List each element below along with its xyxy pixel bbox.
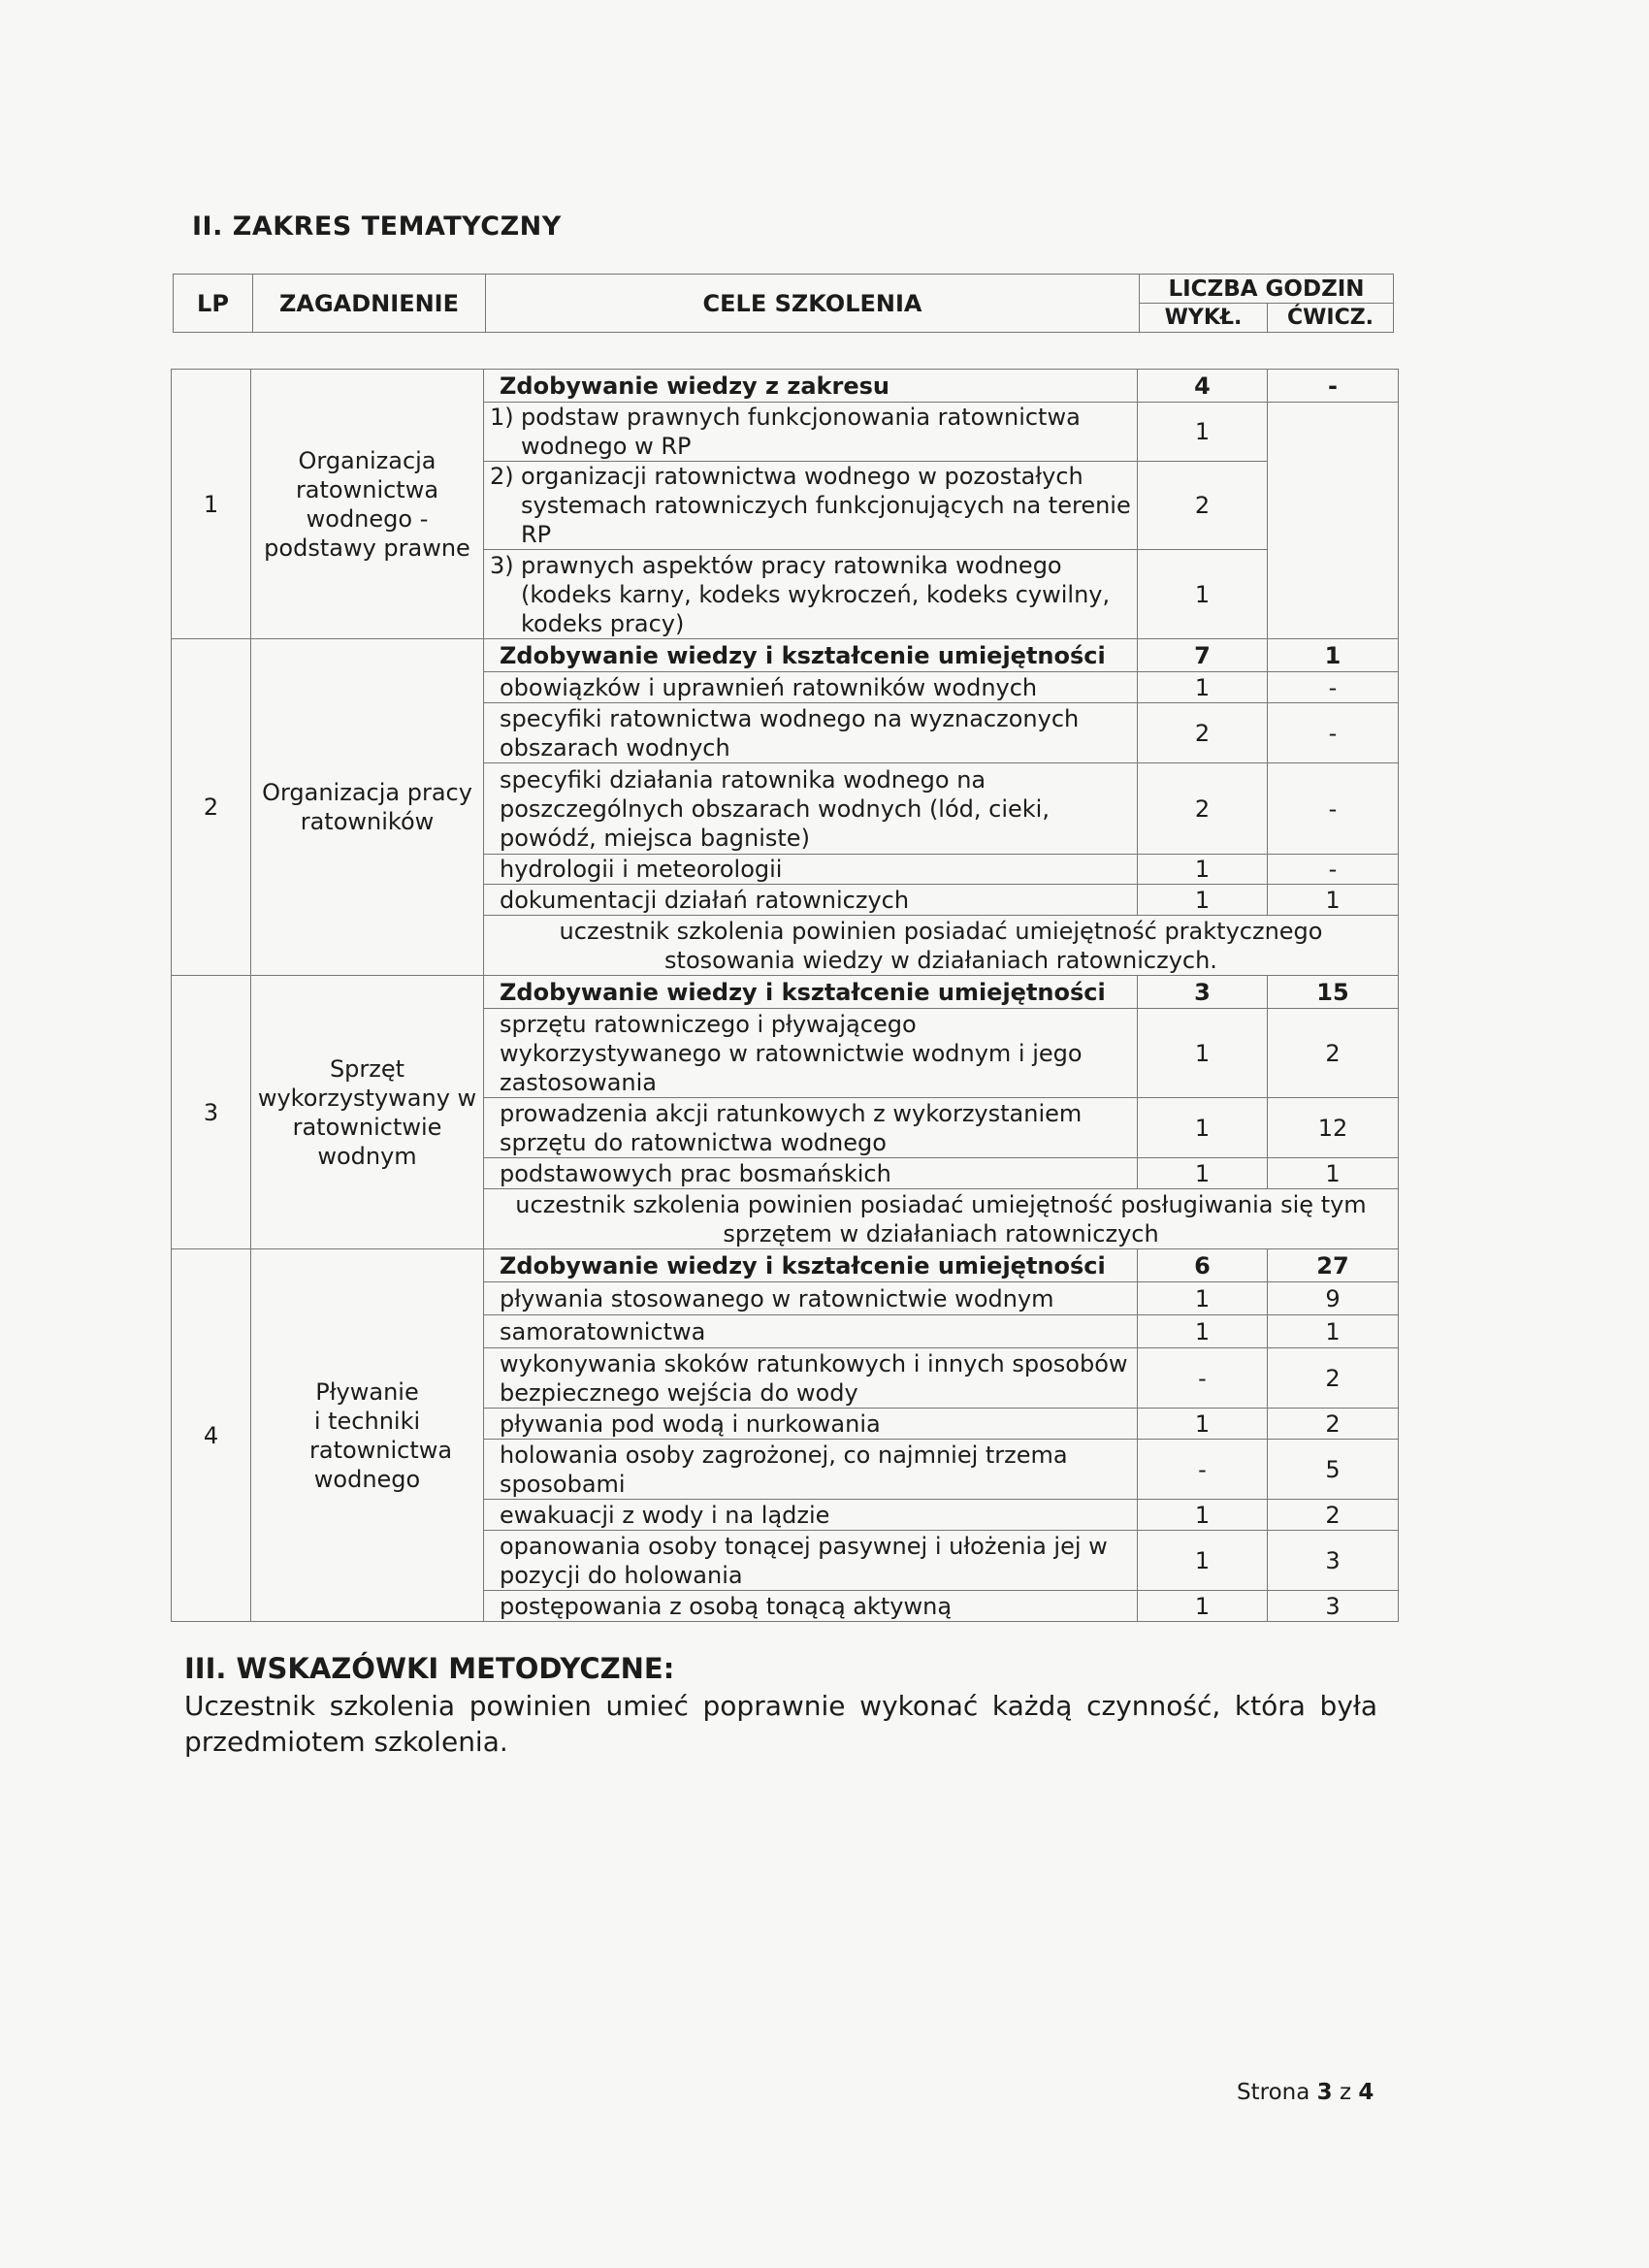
page-label: Strona bbox=[1237, 2080, 1310, 2105]
goal-item: pływania stosowanego w ratownictwie wodnym bbox=[484, 1282, 1138, 1315]
lecture-hours: 2 bbox=[1138, 703, 1268, 763]
section-title: III. WSKAZÓWKI METODYCZNE: bbox=[184, 1652, 675, 1685]
section-title: II. ZAKRES TEMATYCZNY bbox=[192, 211, 562, 242]
table-row bbox=[172, 1249, 1399, 1282]
exercise-hours: 9 bbox=[1268, 1282, 1399, 1315]
current-page: 3 bbox=[1316, 2080, 1333, 2105]
item-number: 3) bbox=[490, 551, 514, 579]
goal-item: samoratownictwa bbox=[484, 1315, 1138, 1348]
lecture-total: 7 bbox=[1138, 639, 1268, 672]
table-row bbox=[172, 370, 1399, 403]
lp-cell: 1 bbox=[172, 370, 251, 639]
item-number: 1) bbox=[490, 404, 514, 431]
topic-cell: Pływanie i techniki ratownictwa wodnego bbox=[251, 1249, 484, 1622]
goal-item: prowadzenia akcji ratunkowych z wykorzystaniem sprzętu do ratownictwa wodnego bbox=[484, 1098, 1138, 1158]
table-row bbox=[172, 976, 1399, 1009]
lp-cell: 2 bbox=[172, 639, 251, 976]
lecture-hours: 1 bbox=[1138, 855, 1268, 885]
goal-note: uczestnik szkolenia powinien posiadać umiejętność posługiwania się tym sprzętem w działaniach ratowniczych bbox=[484, 1189, 1399, 1249]
goal-heading: Zdobywanie wiedzy z zakresu bbox=[484, 370, 1138, 403]
lecture-hours: 1 bbox=[1138, 1098, 1268, 1158]
lecture-hours: 1 bbox=[1138, 1315, 1268, 1348]
exercise-hours: 3 bbox=[1268, 1531, 1399, 1591]
lecture-hours: 1 bbox=[1138, 672, 1268, 703]
exercise-hours: 2 bbox=[1268, 1409, 1399, 1440]
goal-item: specyfiki ratownictwa wodnego na wyznaczonych obszarach wodnych bbox=[484, 703, 1138, 763]
goal-item: pływania pod wodą i nurkowania bbox=[484, 1409, 1138, 1440]
exercise-hours: - bbox=[1268, 672, 1399, 703]
exercise-hours: 12 bbox=[1268, 1098, 1399, 1158]
lp-cell: 4 bbox=[172, 1249, 251, 1622]
exercise-hours: 5 bbox=[1268, 1440, 1399, 1500]
page-of: z bbox=[1339, 2080, 1352, 2105]
exercise-hours: 2 bbox=[1268, 1348, 1399, 1409]
goal-item: postępowania z osobą tonącą aktywną bbox=[484, 1591, 1138, 1622]
goal-item: ewakuacji z wody i na lądzie bbox=[484, 1500, 1138, 1531]
item-text: podstaw prawnych funkcjonowania ratownictwa wodnego w RP bbox=[521, 404, 1081, 460]
header-goals: CELE SZKOLENIA bbox=[486, 275, 1140, 333]
lecture-hours: 1 bbox=[1138, 1500, 1268, 1531]
header-lecture: WYKŁ. bbox=[1140, 304, 1268, 333]
goal-note: uczestnik szkolenia powinien posiadać umiejętność praktycznego stosowania wiedzy w działaniach ratowniczych. bbox=[484, 916, 1399, 976]
exercise-total: 15 bbox=[1268, 976, 1399, 1009]
topics-table bbox=[171, 369, 1399, 1622]
goal-item bbox=[484, 462, 1138, 550]
exercise-total: - bbox=[1268, 370, 1399, 403]
lecture-hours: - bbox=[1138, 1348, 1268, 1409]
exercise-hours: 1 bbox=[1268, 1158, 1399, 1189]
item-number: 2) bbox=[490, 463, 514, 490]
header-topic: ZAGADNIENIE bbox=[253, 275, 486, 333]
topic-cell: Organizacja pracy ratowników bbox=[251, 639, 484, 976]
exercise-hours: - bbox=[1268, 763, 1399, 855]
header-lp: LP bbox=[174, 275, 253, 333]
goal-item bbox=[484, 403, 1138, 462]
goal-item: sprzętu ratowniczego i pływającego wykorzystywanego w ratownictwie wodnym i jego zastosowania bbox=[484, 1009, 1138, 1098]
goal-item: wykonywania skoków ratunkowych i innych sposobów bezpiecznego wejścia do wody bbox=[484, 1348, 1138, 1409]
lecture-hours: 1 bbox=[1138, 403, 1268, 462]
exercise-hours: 1 bbox=[1268, 1315, 1399, 1348]
exercise-total: 27 bbox=[1268, 1249, 1399, 1282]
lecture-hours: - bbox=[1138, 1440, 1268, 1500]
lecture-hours: 1 bbox=[1138, 1009, 1268, 1098]
header-exercise: ĆWICZ. bbox=[1268, 304, 1394, 333]
lecture-hours: 1 bbox=[1138, 550, 1268, 639]
exercise-hours: 1 bbox=[1268, 885, 1399, 916]
total-pages: 4 bbox=[1358, 2080, 1374, 2105]
lecture-hours: 1 bbox=[1138, 1531, 1268, 1591]
lecture-hours: 1 bbox=[1138, 1282, 1268, 1315]
goal-heading: Zdobywanie wiedzy i kształcenie umiejętności bbox=[484, 976, 1138, 1009]
table-header bbox=[173, 274, 1394, 333]
header-hours: LICZBA GODZIN bbox=[1140, 275, 1394, 304]
item-text: prawnych aspektów pracy ratownika wodnego (kodeks karny, kodeks wykroczeń, kodeks cywilny, kodeks pracy) bbox=[521, 551, 1111, 637]
lecture-hours: 1 bbox=[1138, 1591, 1268, 1622]
table-row bbox=[172, 639, 1399, 672]
goal-heading: Zdobywanie wiedzy i kształcenie umiejętności bbox=[484, 1249, 1138, 1282]
lecture-hours: 1 bbox=[1138, 1409, 1268, 1440]
exercise-hours: - bbox=[1268, 855, 1399, 885]
goal-item: podstawowych prac bosmańskich bbox=[484, 1158, 1138, 1189]
exercise-hours: 2 bbox=[1268, 1009, 1399, 1098]
goal-item: dokumentacji działań ratowniczych bbox=[484, 885, 1138, 916]
lp-cell: 3 bbox=[172, 976, 251, 1249]
goal-item: specyfiki działania ratownika wodnego na poszczególnych obszarach wodnych (lód, cieki, powódź, miejsca bagniste) bbox=[484, 763, 1138, 855]
goal-item: obowiązków i uprawnień ratowników wodnych bbox=[484, 672, 1138, 703]
topic-cell: Sprzęt wykorzystywany w ratownictwie wodnym bbox=[251, 976, 484, 1249]
lecture-total: 4 bbox=[1138, 370, 1268, 403]
lecture-hours: 1 bbox=[1138, 1158, 1268, 1189]
exercise-hours: 2 bbox=[1268, 1500, 1399, 1531]
exercise-hours-empty bbox=[1268, 403, 1399, 639]
goal-item: opanowania osoby tonącej pasywnej i ułożenia jej w pozycji do holowania bbox=[484, 1531, 1138, 1591]
exercise-hours: 3 bbox=[1268, 1591, 1399, 1622]
lecture-hours: 1 bbox=[1138, 885, 1268, 916]
goal-item: holowania osoby zagrożonej, co najmniej trzema sposobami bbox=[484, 1440, 1138, 1500]
exercise-hours: - bbox=[1268, 703, 1399, 763]
methods-paragraph: Uczestnik szkolenia powinien umieć poprawnie wykonać każdą czynność, która była przedmiotem szkolenia. bbox=[184, 1690, 1377, 1758]
lecture-total: 3 bbox=[1138, 976, 1268, 1009]
goal-item bbox=[484, 550, 1138, 639]
goal-heading: Zdobywanie wiedzy i kształcenie umiejętności bbox=[484, 639, 1138, 672]
exercise-total: 1 bbox=[1268, 639, 1399, 672]
page-number bbox=[1237, 2080, 1374, 2105]
lecture-total: 6 bbox=[1138, 1249, 1268, 1282]
item-text: organizacji ratownictwa wodnego w pozostałych systemach ratowniczych funkcjonujących na terenie RP bbox=[521, 463, 1131, 548]
lecture-hours: 2 bbox=[1138, 462, 1268, 550]
lecture-hours: 2 bbox=[1138, 763, 1268, 855]
topic-cell: Organizacja ratownictwa wodnego - podstawy prawne bbox=[251, 370, 484, 639]
goal-item: hydrologii i meteorologii bbox=[484, 855, 1138, 885]
